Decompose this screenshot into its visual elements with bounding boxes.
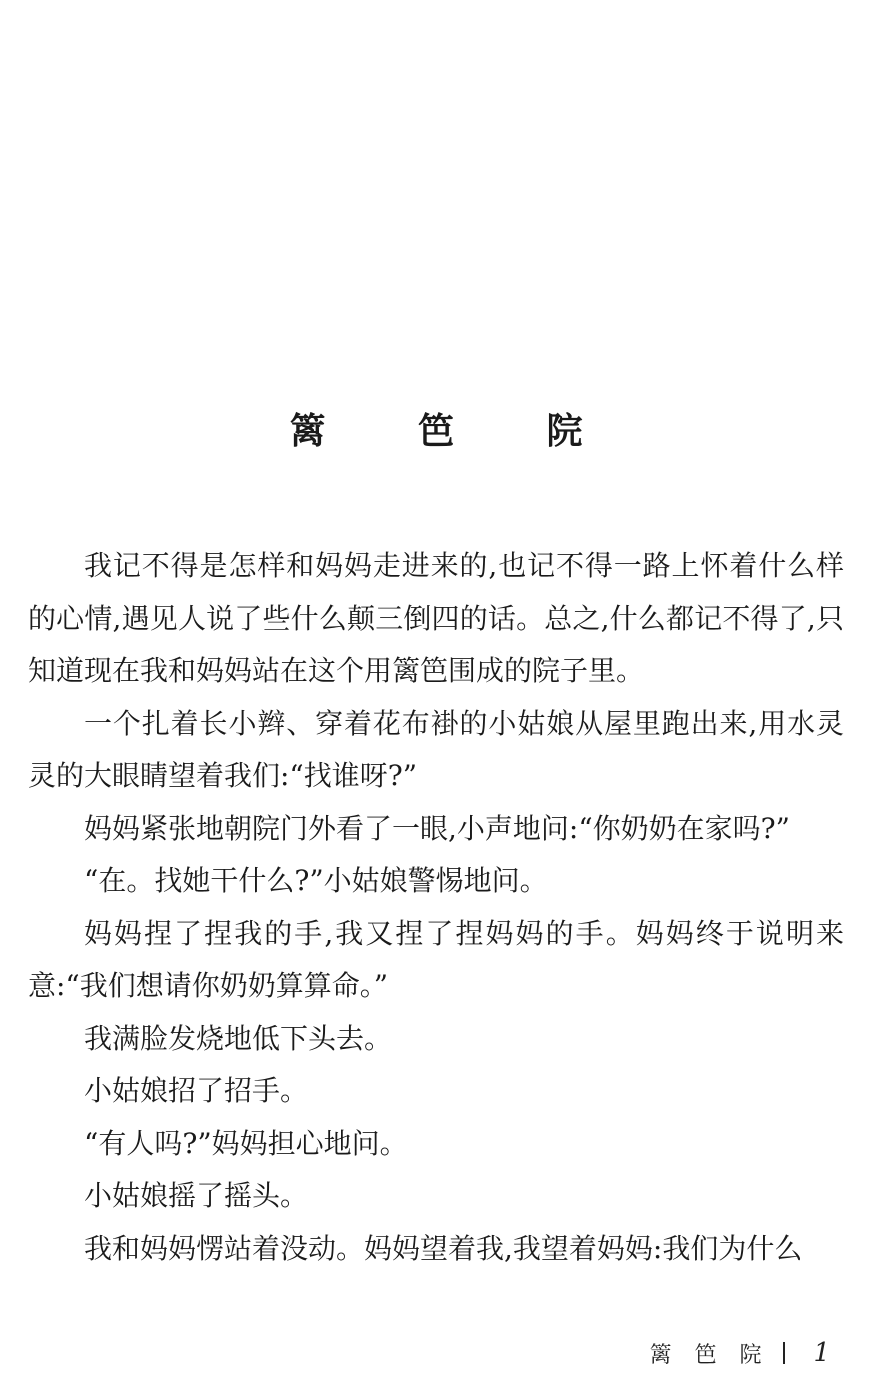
paragraph: 妈妈紧张地朝院门外看了一眼,小声地问:“你奶奶在家吗?” — [84, 811, 790, 845]
running-head: 篱 笆 院 — [649, 1342, 770, 1368]
paragraph: 我满脸发烧地低下头去。 — [84, 1021, 393, 1055]
footer-divider — [783, 1342, 785, 1364]
paragraph: “在。找她干什么?”小姑娘警惕地问。 — [84, 864, 548, 897]
page-footer — [649, 1335, 830, 1371]
paragraph: 妈妈捏了捏我的手,我又捏了捏妈妈的手。妈妈终于说明来意:“我们想请你奶奶算算命。” — [28, 916, 844, 1002]
page-number: 1 — [813, 1338, 830, 1368]
paragraph: 小姑娘摇了摇头。 — [84, 1179, 309, 1212]
paragraph: 一个扎着长小辫、穿着花布褂的小姑娘从屋里跑出来,用水灵灵的大眼睛望着我们:“找谁呀?” — [28, 706, 844, 792]
paragraph: “有人吗?”妈妈担心地问。 — [84, 1126, 408, 1160]
chapter-title: 篱 笆 院 — [289, 411, 623, 453]
body-text — [28, 540, 844, 1275]
paragraph: 我记不得是怎样和妈妈走进来的,也记不得一路上怀着什么样的心情,遇见人说了些什么颠三倒四的话。总之,什么都记不得了,只知道现在我和妈妈站在这个用篱笆围成的院子里。 — [28, 549, 844, 687]
paragraph: 我和妈妈愣站着没动。妈妈望着我,我望着妈妈:我们为什么 — [84, 1231, 803, 1265]
paragraph: 小姑娘招了招手。 — [84, 1074, 309, 1107]
